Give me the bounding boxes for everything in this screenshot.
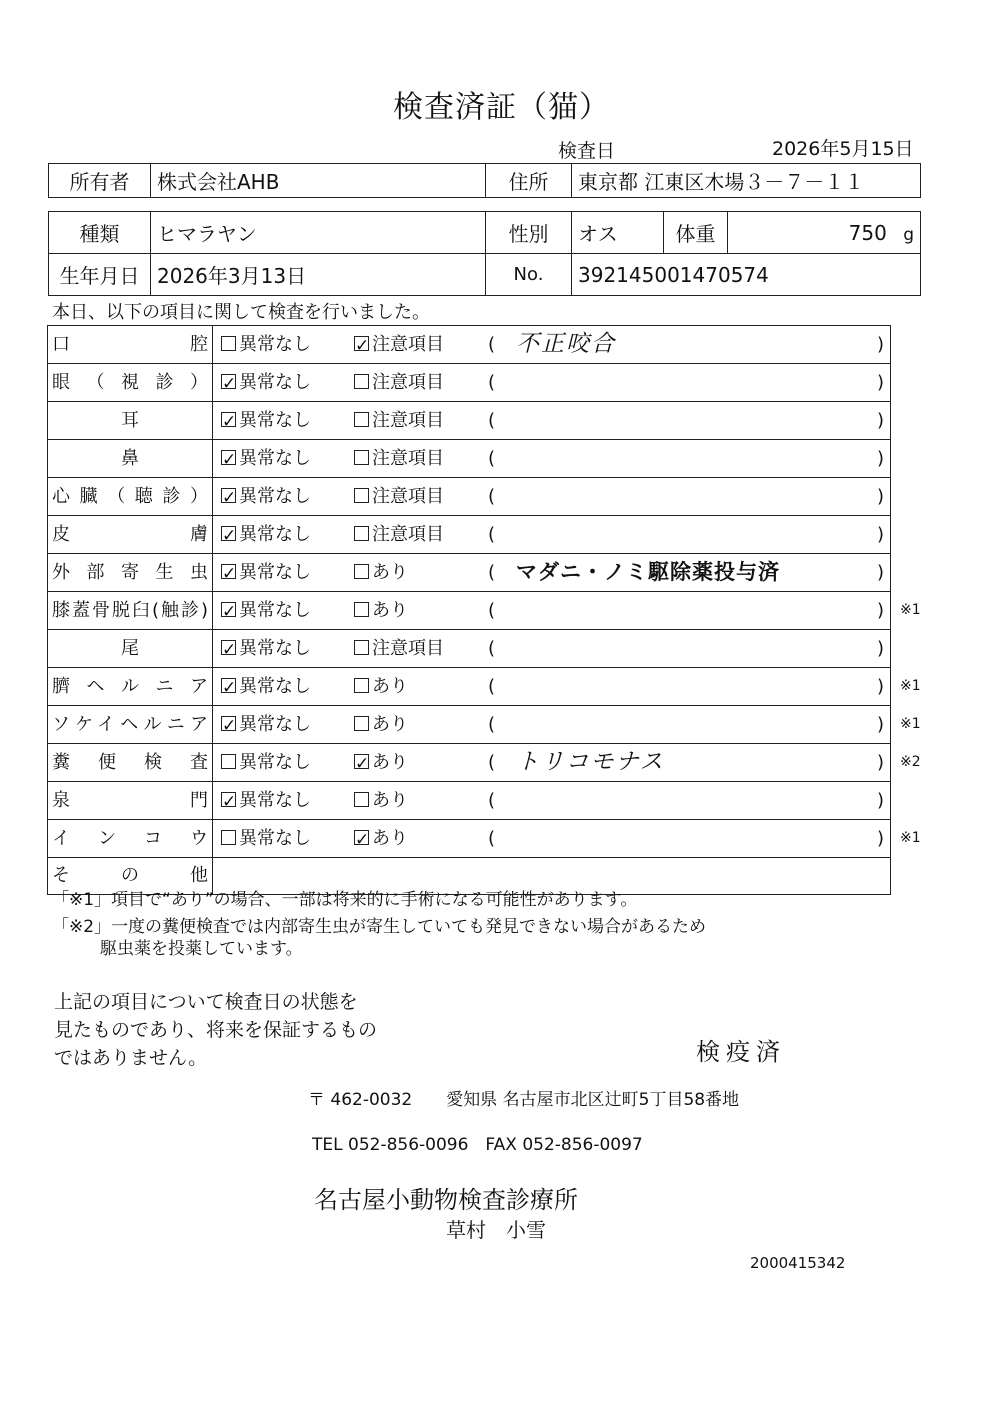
checkbox-icon[interactable]: [221, 564, 236, 579]
normal-option[interactable]: [221, 478, 311, 515]
checkbox-icon[interactable]: [354, 602, 369, 617]
finding-option[interactable]: [354, 364, 444, 401]
disclaimer-line: 見たものであり、将来を保証するもの: [54, 1019, 378, 1041]
normal-option[interactable]: [221, 554, 311, 591]
finding-option-label: あり: [372, 676, 408, 697]
normal-option[interactable]: [221, 516, 311, 553]
checkbox-icon[interactable]: [354, 526, 369, 541]
open-paren: (: [488, 448, 496, 469]
checkbox-icon[interactable]: [221, 830, 236, 845]
finding-option[interactable]: [354, 326, 444, 363]
exam-note: 不正咬合: [516, 331, 616, 357]
exam-table: [47, 325, 921, 895]
finding-option-label: 注意項目: [372, 638, 444, 659]
normal-option-label: 異常なし: [239, 600, 311, 621]
open-paren: (: [488, 638, 496, 659]
intro-text: 本日、以下の項目に関して検査を行いました。: [52, 302, 430, 323]
no-label: No.: [486, 254, 572, 296]
exam-item-label: 泉門: [48, 782, 213, 819]
other-label: その他: [48, 858, 213, 894]
normal-option[interactable]: [221, 630, 311, 667]
serial-number: 2000415342: [750, 1254, 846, 1272]
close-paren: ): [876, 410, 884, 431]
close-paren: ): [876, 714, 884, 735]
exam-row: [47, 592, 921, 630]
finding-option-label: 注意項目: [372, 524, 444, 545]
exam-row: [47, 516, 891, 554]
normal-option-label: 異常なし: [239, 562, 311, 583]
exam-item-label: 膝蓋骨脱臼(触診): [48, 592, 213, 629]
normal-option-label: 異常なし: [239, 486, 311, 507]
finding-option-label: あり: [372, 752, 408, 773]
checkbox-icon[interactable]: [221, 450, 236, 465]
exam-item-label: 糞便検査: [48, 744, 213, 781]
exam-note: マダニ・ノミ駆除薬投与済: [516, 560, 780, 584]
finding-option[interactable]: [354, 516, 444, 553]
animal-table: [48, 211, 921, 296]
open-paren: (: [488, 410, 496, 431]
weight-unit: g: [903, 224, 914, 245]
vet-name: 草村 小雪: [446, 1218, 546, 1242]
exam-item-label: 耳: [48, 402, 213, 439]
open-paren: (: [488, 486, 496, 507]
finding-option[interactable]: [354, 744, 408, 781]
exam-note: トリコモナス: [516, 749, 665, 775]
checkbox-icon[interactable]: [354, 336, 369, 351]
close-paren: ): [876, 372, 884, 393]
breed-label: 種類: [49, 212, 151, 254]
normal-option[interactable]: [221, 592, 311, 629]
finding-option[interactable]: [354, 440, 444, 477]
open-paren: (: [488, 524, 496, 545]
finding-option-label: 注意項目: [372, 486, 444, 507]
finding-option-label: 注意項目: [372, 372, 444, 393]
exam-row: [47, 820, 921, 858]
exam-item-label: 心臓（聴診）: [48, 478, 213, 515]
exam-date-label: 検査日: [558, 140, 616, 162]
finding-option[interactable]: [354, 782, 408, 819]
open-paren: (: [488, 676, 496, 697]
clinic-address: 〒 462-0032 愛知県 名古屋市北区辻町5丁目58番地: [308, 1090, 740, 1110]
close-paren: ): [876, 524, 884, 545]
weight-value: 750: [848, 220, 887, 245]
finding-option-label: あり: [372, 600, 408, 621]
normal-option-label: 異常なし: [239, 334, 311, 355]
open-paren: (: [488, 372, 496, 393]
checkbox-icon[interactable]: [354, 450, 369, 465]
normal-option[interactable]: [221, 668, 311, 705]
exam-item-label: 眼（視診）: [48, 364, 213, 401]
footnote-2: 「※2」一度の糞便検査では内部寄生虫が寄生していても発見できない場合があるため: [52, 917, 707, 937]
exam-row: [47, 782, 891, 820]
weight-cell: [728, 212, 921, 254]
owner-label: 所有者: [49, 164, 151, 198]
footnote-mark: ※2: [900, 754, 921, 770]
sex-label: 性別: [486, 212, 572, 254]
checkbox-icon[interactable]: [354, 374, 369, 389]
exam-item-label: ソケイヘルニア: [48, 706, 213, 743]
finding-option-label: 注意項目: [372, 410, 444, 431]
exam-item-label: 外部寄生虫: [48, 554, 213, 591]
checkbox-icon[interactable]: [354, 412, 369, 427]
exam-row: [47, 744, 921, 782]
normal-option-label: 異常なし: [239, 410, 311, 431]
normal-option-label: 異常なし: [239, 524, 311, 545]
checkbox-icon[interactable]: [221, 792, 236, 807]
owner-value: 株式会社AHB: [151, 164, 486, 198]
open-paren: (: [488, 790, 496, 811]
close-paren: ): [876, 562, 884, 583]
exam-row: [47, 668, 921, 706]
no-value: 392145001470574: [572, 254, 921, 296]
footnote-mark: ※1: [900, 602, 921, 618]
exam-date: 2026年5月15日: [772, 138, 914, 160]
checkbox-icon[interactable]: [221, 412, 236, 427]
open-paren: (: [488, 752, 496, 773]
footnote-mark: ※1: [900, 830, 921, 846]
disclaimer: [54, 988, 377, 1072]
close-paren: ): [876, 600, 884, 621]
exam-item-label: 口腔: [48, 326, 213, 363]
checkbox-icon[interactable]: [221, 374, 236, 389]
normal-option-label: 異常なし: [239, 752, 311, 773]
quarantine-stamp: 検疫済: [696, 1038, 786, 1066]
birth-label: 生年月日: [49, 254, 151, 296]
finding-option[interactable]: [354, 630, 444, 667]
weight-label: 体重: [664, 212, 728, 254]
normal-option-label: 異常なし: [239, 372, 311, 393]
close-paren: ): [876, 828, 884, 849]
open-paren: (: [488, 714, 496, 735]
checkbox-icon[interactable]: [354, 678, 369, 693]
checkbox-icon[interactable]: [354, 830, 369, 845]
finding-option[interactable]: [354, 820, 408, 857]
checkbox-icon[interactable]: [354, 754, 369, 769]
birth-value: 2026年3月13日: [151, 254, 486, 296]
close-paren: ): [876, 790, 884, 811]
footnote-mark: ※1: [900, 716, 921, 732]
checkbox-icon[interactable]: [221, 754, 236, 769]
normal-option-label: 異常なし: [239, 714, 311, 735]
finding-option[interactable]: [354, 478, 444, 515]
open-paren: (: [488, 600, 496, 621]
owner-table: [48, 163, 921, 198]
normal-option[interactable]: [221, 440, 311, 477]
normal-option[interactable]: [221, 744, 311, 781]
exam-item-label: インコウ: [48, 820, 213, 857]
finding-option-label: あり: [372, 790, 408, 811]
sex-value: オス: [572, 212, 664, 254]
exam-row: [47, 364, 891, 402]
exam-row: [47, 326, 891, 364]
exam-item-label: 尾: [48, 630, 213, 667]
close-paren: ): [876, 638, 884, 659]
disclaimer-line: 上記の項目について検査日の状態を: [54, 991, 358, 1013]
normal-option[interactable]: [221, 364, 311, 401]
normal-option-label: 異常なし: [239, 638, 311, 659]
open-paren: (: [488, 562, 496, 583]
checkbox-icon[interactable]: [221, 526, 236, 541]
close-paren: ): [876, 486, 884, 507]
clinic-phone: TEL 052-856-0096 FAX 052-856-0097: [312, 1135, 643, 1155]
address-label: 住所: [486, 164, 572, 198]
normal-option[interactable]: [221, 706, 311, 743]
checkbox-icon[interactable]: [221, 678, 236, 693]
footnote-mark: ※1: [900, 678, 921, 694]
normal-option[interactable]: [221, 402, 311, 439]
exam-row: [47, 706, 921, 744]
exam-row: [47, 630, 891, 668]
footnote-2-cont: 駆虫薬を投薬しています。: [100, 939, 303, 959]
checkbox-icon[interactable]: [354, 716, 369, 731]
normal-option[interactable]: [221, 820, 311, 857]
open-paren: (: [488, 334, 496, 355]
footnote-1: 「※1」項目で“あり”の場合、一部は将来的に手術になる可能性があります。: [52, 890, 638, 910]
clinic-name: 名古屋小動物検査診療所: [314, 1186, 578, 1214]
normal-option[interactable]: [221, 326, 311, 363]
address-value: 東京都 江東区木場３－７－１１: [572, 164, 921, 198]
disclaimer-line: ではありません。: [54, 1047, 208, 1069]
exam-row: [47, 402, 891, 440]
checkbox-icon[interactable]: [221, 336, 236, 351]
checkbox-icon[interactable]: [354, 488, 369, 503]
finding-option-label: 注意項目: [372, 334, 444, 355]
close-paren: ): [876, 334, 884, 355]
normal-option[interactable]: [221, 782, 311, 819]
exam-item-label: 鼻: [48, 440, 213, 477]
finding-option[interactable]: [354, 554, 408, 591]
checkbox-icon[interactable]: [221, 602, 236, 617]
normal-option-label: 異常なし: [239, 790, 311, 811]
close-paren: ): [876, 448, 884, 469]
page-title: 検査済証（猫）: [393, 90, 610, 125]
finding-option[interactable]: [354, 402, 444, 439]
finding-option[interactable]: [354, 706, 408, 743]
finding-option-label: あり: [372, 828, 408, 849]
exam-row: [47, 440, 891, 478]
finding-option-label: 注意項目: [372, 448, 444, 469]
checkbox-icon[interactable]: [354, 640, 369, 655]
checkbox-icon[interactable]: [221, 488, 236, 503]
checkbox-icon[interactable]: [221, 716, 236, 731]
normal-option-label: 異常なし: [239, 676, 311, 697]
finding-option[interactable]: [354, 668, 408, 705]
close-paren: ): [876, 752, 884, 773]
normal-option-label: 異常なし: [239, 448, 311, 469]
exam-item-label: 皮膚: [48, 516, 213, 553]
exam-item-label: 臍ヘルニア: [48, 668, 213, 705]
open-paren: (: [488, 828, 496, 849]
checkbox-icon[interactable]: [354, 564, 369, 579]
finding-option-label: あり: [372, 714, 408, 735]
close-paren: ): [876, 676, 884, 697]
exam-row: [47, 478, 891, 516]
finding-option-label: あり: [372, 562, 408, 583]
checkbox-icon[interactable]: [221, 640, 236, 655]
normal-option-label: 異常なし: [239, 828, 311, 849]
breed-value: ヒマラヤン: [151, 212, 486, 254]
exam-row: [47, 554, 891, 592]
checkbox-icon[interactable]: [354, 792, 369, 807]
finding-option[interactable]: [354, 592, 408, 629]
